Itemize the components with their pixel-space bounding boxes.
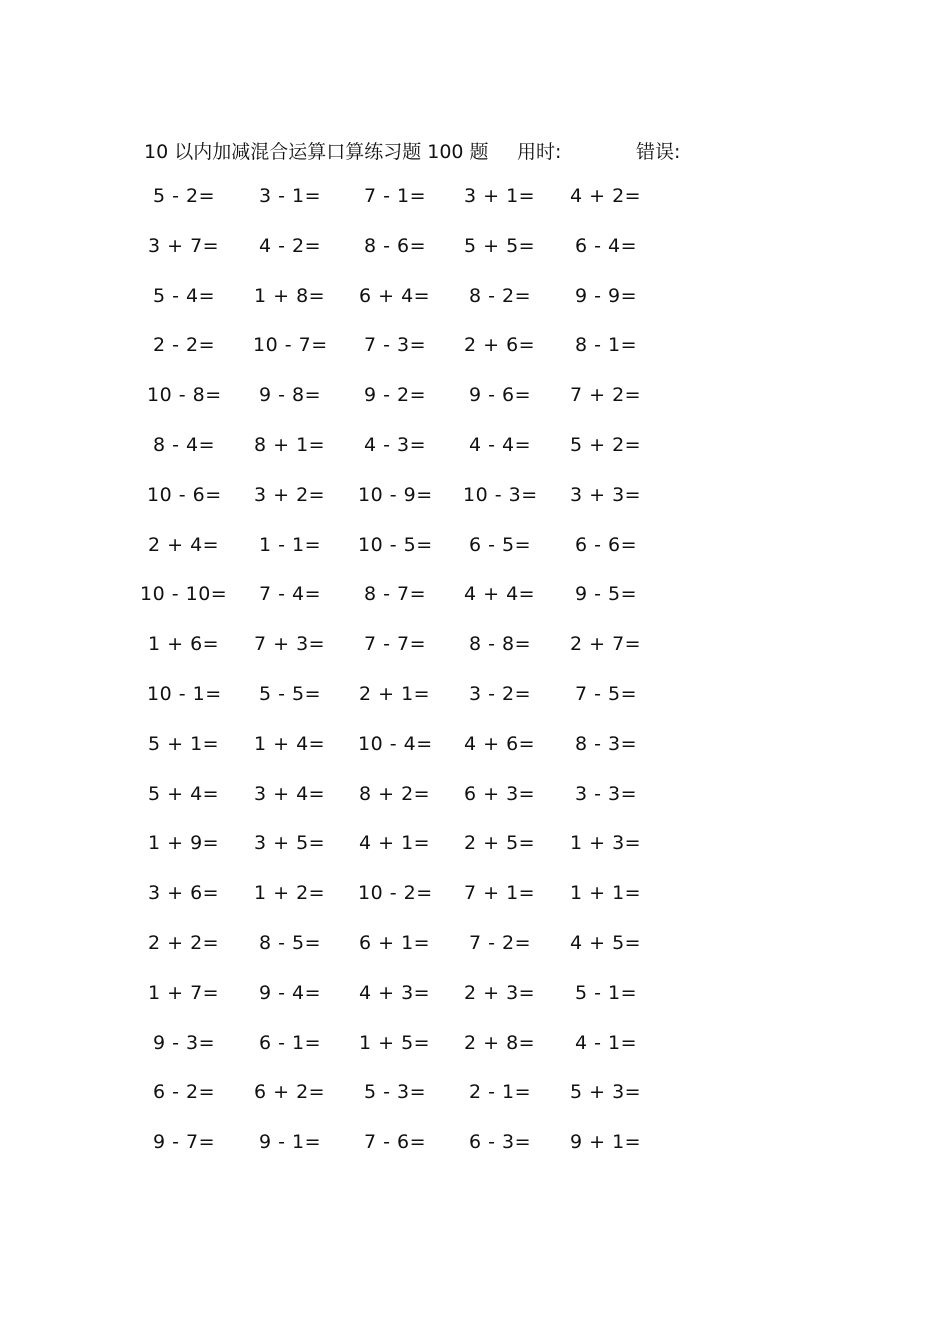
problem-item: 10 - 10=	[140, 583, 228, 606]
problem-item: 2 + 8=	[464, 1031, 536, 1054]
problem-item: 2 + 5=	[464, 832, 536, 855]
problem-item: 5 + 3=	[570, 1081, 642, 1104]
problem-item: 10 - 2=	[358, 882, 433, 905]
problem-item: 10 - 4=	[358, 732, 433, 755]
problem-item: 1 + 1=	[570, 882, 642, 905]
problem-item: 3 + 4=	[254, 782, 326, 805]
problem-item: 5 - 4=	[153, 284, 216, 307]
problem-item: 6 - 6=	[575, 533, 638, 556]
problem-item: 3 - 1=	[259, 185, 322, 207]
problem-item: 5 + 5=	[464, 234, 536, 257]
problem-item: 8 - 5=	[259, 931, 322, 954]
problem-item: 4 - 1=	[575, 1031, 638, 1054]
problem-item: 4 + 4=	[464, 583, 536, 606]
problem-row	[0, 783, 950, 833]
problem-item: 6 + 3=	[464, 782, 536, 805]
problem-item: 7 - 7=	[364, 633, 427, 656]
problem-item: 1 + 3=	[570, 832, 642, 855]
problem-item: 4 - 2=	[259, 234, 322, 257]
problem-item: 9 - 2=	[364, 384, 427, 407]
problem-item: 2 + 3=	[464, 981, 536, 1004]
problem-item: 6 - 1=	[259, 1031, 322, 1054]
problem-item: 9 - 7=	[153, 1131, 216, 1154]
problem-item: 7 - 5=	[575, 682, 638, 705]
problem-item: 8 + 1=	[254, 433, 326, 456]
problem-item: 1 - 1=	[259, 533, 322, 556]
problem-item: 7 - 3=	[364, 334, 427, 357]
problem-item: 3 + 7=	[148, 234, 220, 257]
problem-item: 7 - 2=	[469, 931, 532, 954]
problem-item: 9 - 6=	[469, 384, 532, 407]
problem-item: 10 - 3=	[463, 483, 538, 506]
problem-item: 7 + 3=	[254, 633, 326, 656]
problem-item: 3 + 5=	[254, 832, 326, 855]
problem-row	[0, 235, 950, 285]
problem-item: 4 + 5=	[570, 931, 642, 954]
problem-item: 5 - 2=	[153, 185, 216, 207]
problem-item: 7 + 2=	[570, 384, 642, 407]
problem-item: 9 + 1=	[570, 1131, 642, 1154]
problem-item: 6 + 1=	[359, 931, 431, 954]
problem-item: 2 + 2=	[148, 931, 220, 954]
problem-item: 9 - 8=	[259, 384, 322, 407]
problem-item: 2 + 1=	[359, 682, 431, 705]
problem-item: 3 - 2=	[469, 682, 532, 705]
problem-item: 1 + 7=	[148, 981, 220, 1004]
problem-item: 4 + 6=	[464, 732, 536, 755]
problem-item: 10 - 9=	[358, 483, 433, 506]
problem-item: 9 - 3=	[153, 1031, 216, 1054]
problem-item: 2 - 2=	[153, 334, 216, 357]
problem-item: 1 + 5=	[359, 1031, 431, 1054]
problem-item: 5 - 3=	[364, 1081, 427, 1104]
problem-item: 4 + 2=	[570, 185, 642, 207]
problem-grid	[0, 185, 950, 1181]
problem-item: 2 + 7=	[570, 633, 642, 656]
problem-row	[0, 434, 950, 484]
problem-item: 8 - 8=	[469, 633, 532, 656]
problem-row	[0, 683, 950, 733]
problem-item: 9 - 5=	[575, 583, 638, 606]
problem-item: 5 - 1=	[575, 981, 638, 1004]
problem-item: 10 - 6=	[147, 483, 222, 506]
problem-item: 3 + 6=	[148, 882, 220, 905]
problem-row	[0, 534, 950, 584]
problem-item: 1 + 4=	[254, 732, 326, 755]
problem-item: 8 - 4=	[153, 433, 216, 456]
problem-row	[0, 583, 950, 633]
problem-item: 10 - 5=	[358, 533, 433, 556]
problem-item: 6 - 5=	[469, 533, 532, 556]
problem-item: 3 + 2=	[254, 483, 326, 506]
problem-row	[0, 1081, 950, 1131]
problem-item: 10 - 7=	[253, 334, 328, 357]
problem-row	[0, 932, 950, 982]
problem-item: 1 + 2=	[254, 882, 326, 905]
problem-item: 10 - 1=	[147, 682, 222, 705]
problem-item: 6 - 3=	[469, 1131, 532, 1154]
problem-item: 8 - 6=	[364, 234, 427, 257]
problem-row	[0, 882, 950, 932]
problem-item: 4 + 3=	[359, 981, 431, 1004]
problem-item: 5 - 5=	[259, 682, 322, 705]
problem-row	[0, 1131, 950, 1181]
problem-item: 7 + 1=	[464, 882, 536, 905]
error-count-label: 错误:	[636, 141, 681, 163]
problem-item: 9 - 1=	[259, 1131, 322, 1154]
problem-item: 1 + 8=	[254, 284, 326, 307]
problem-item: 5 + 4=	[148, 782, 220, 805]
problem-item: 8 - 3=	[575, 732, 638, 755]
time-used-label: 用时:	[517, 141, 562, 163]
problem-item: 8 - 7=	[364, 583, 427, 606]
worksheet-title: 10 以内加减混合运算口算练习题 100 题	[144, 141, 489, 163]
problem-row	[0, 334, 950, 384]
problem-row	[0, 633, 950, 683]
problem-item: 7 - 6=	[364, 1131, 427, 1154]
problem-item: 8 - 2=	[469, 284, 532, 307]
problem-item: 1 + 9=	[148, 832, 220, 855]
problem-item: 3 + 1=	[464, 185, 536, 207]
problem-item: 8 - 1=	[575, 334, 638, 357]
problem-item: 7 - 1=	[364, 185, 427, 207]
problem-item: 6 + 4=	[359, 284, 431, 307]
problem-item: 4 - 3=	[364, 433, 427, 456]
problem-row	[0, 733, 950, 783]
problem-item: 2 + 6=	[464, 334, 536, 357]
problem-row	[0, 982, 950, 1032]
problem-item: 10 - 8=	[147, 384, 222, 407]
problem-row	[0, 832, 950, 882]
problem-item: 3 - 3=	[575, 782, 638, 805]
problem-item: 6 - 2=	[153, 1081, 216, 1104]
problem-item: 3 + 3=	[570, 483, 642, 506]
problem-row	[0, 285, 950, 335]
problem-item: 1 + 6=	[148, 633, 220, 656]
problem-item: 8 + 2=	[359, 782, 431, 805]
problem-item: 5 + 1=	[148, 732, 220, 755]
problem-row	[0, 484, 950, 534]
problem-item: 4 + 1=	[359, 832, 431, 855]
problem-row	[0, 384, 950, 434]
problem-item: 6 - 4=	[575, 234, 638, 257]
problem-item: 6 + 2=	[254, 1081, 326, 1104]
problem-row	[0, 1032, 950, 1082]
problem-item: 9 - 9=	[575, 284, 638, 307]
problem-item: 9 - 4=	[259, 981, 322, 1004]
problem-item: 5 + 2=	[570, 433, 642, 456]
problem-item: 2 - 1=	[469, 1081, 532, 1104]
problem-item: 4 - 4=	[469, 433, 532, 456]
problem-item: 7 - 4=	[259, 583, 322, 606]
problem-row	[0, 185, 950, 235]
problem-item: 2 + 4=	[148, 533, 220, 556]
